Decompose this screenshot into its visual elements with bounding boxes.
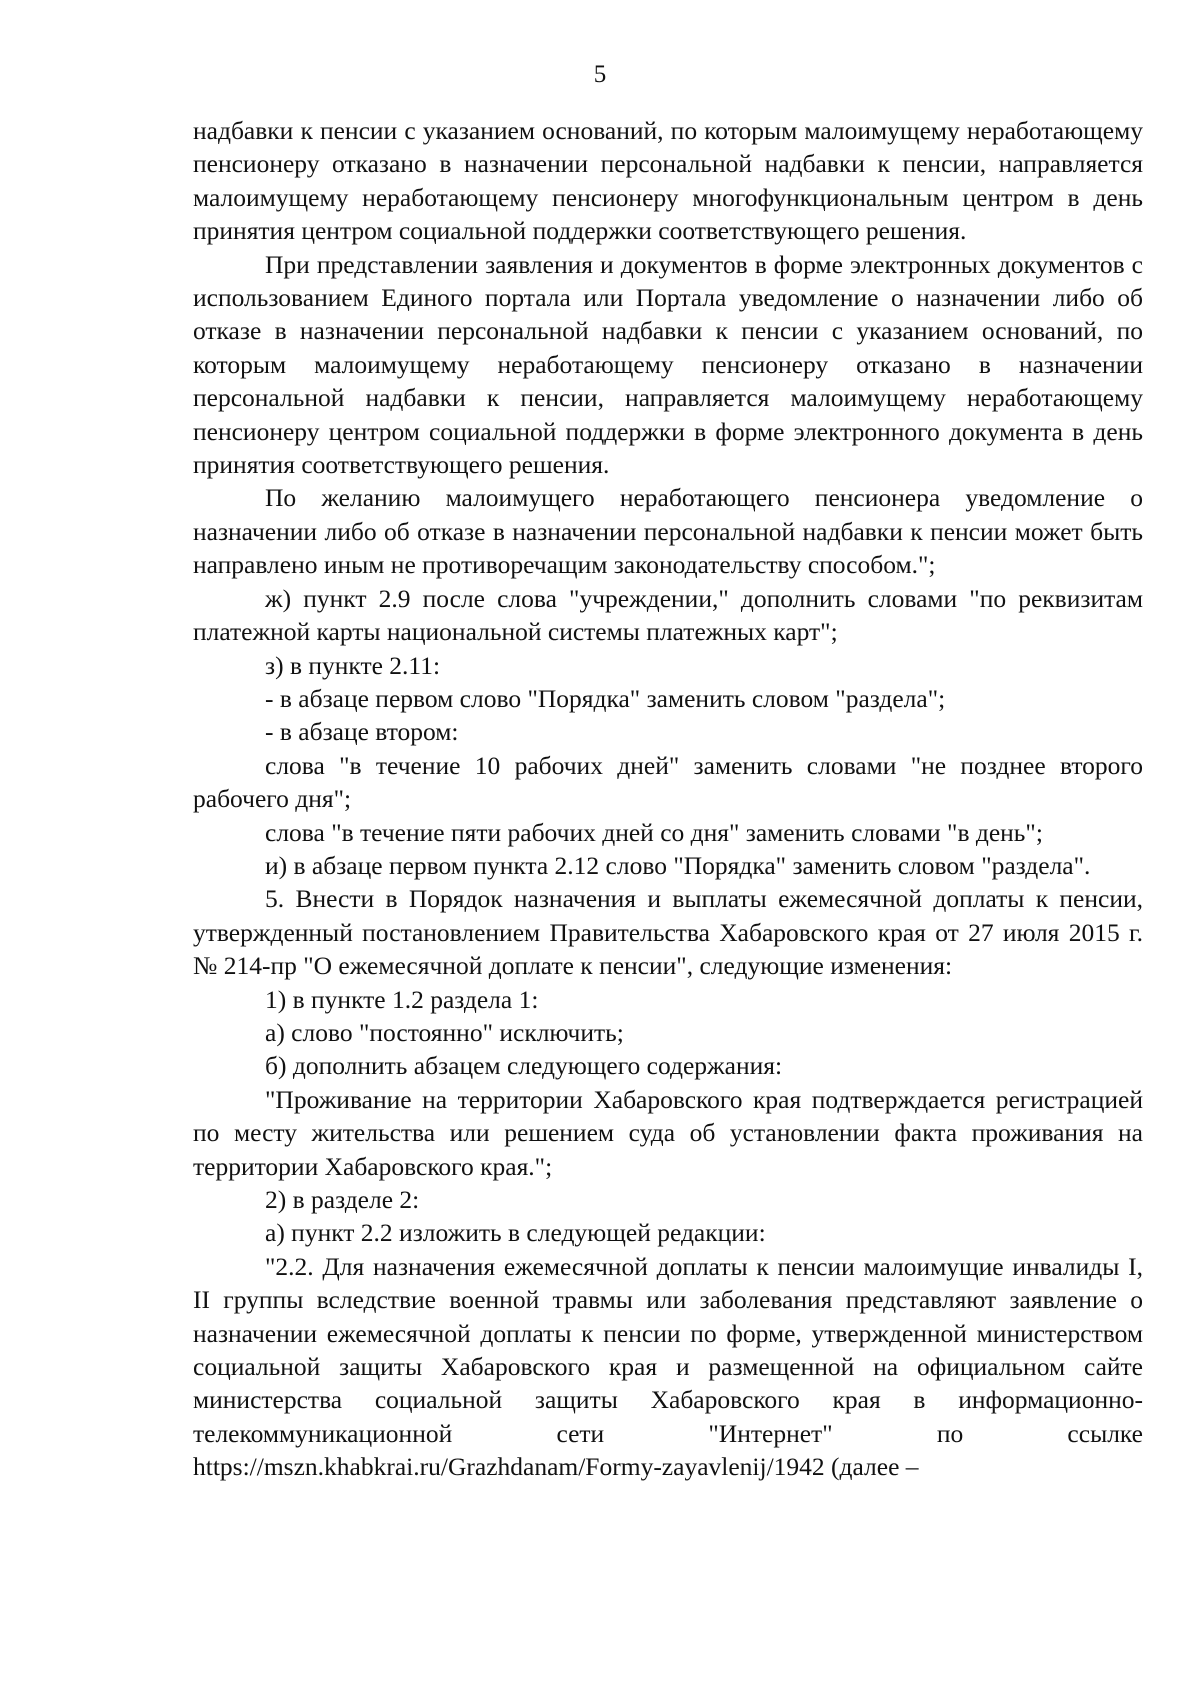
paragraph: "2.2. Для назначения ежемесячной доплаты к пенсии малоимущие инвалиды I, II группы вследствие военной травмы или заболевания представляют заявление о назначении ежемесячной доплаты к пенсии по форме, утвержденной министерством социальной защиты Хабаровского края и размещенной на официальном сайте министерства социальной защиты Хабаровского края в информационно-телекоммуникационной сети "Интернет" по ссылке https://mszn.khabkrai.ru/Grazhdanam/Formy-zayavlenij/1942 (далее – <box>193 1251 1143 1482</box>
paragraph: 5. Внести в Порядок назначения и выплаты ежемесячной доплаты к пенсии, утвержденный постановлением Правительства Хабаровского края от 27 июля 2015 г. № 214-пр "О ежемесячной доплате к пенсии", следующие изменения: <box>193 884 1143 981</box>
document-body <box>193 114 1143 1484</box>
paragraph: и) в абзаце первом пункта 2.12 слово "Порядка" заменить словом "раздела". <box>265 850 1091 880</box>
paragraph: слова "в течение пяти рабочих дней со дня" заменить словами "в день"; <box>265 817 1043 847</box>
paragraph: - в абзаце втором: <box>265 717 459 747</box>
paragraph: "Проживание на территории Хабаровского края подтверждается регистрацией по месту жительства или решением суда об установлении факта проживания на территории Хабаровского края."; <box>193 1084 1143 1181</box>
paragraph: ж) пункт 2.9 после слова "учреждении," дополнить словами "по реквизитам платежной карты национальной системы платежных карт"; <box>193 583 1143 647</box>
paragraph: По желанию малоимущего неработающего пенсионера уведомление о назначении либо об отказе в назначении персональной надбавки к пенсии может быть направлено иным не противоречащим законодательству способом."; <box>193 483 1143 580</box>
paragraph: - в абзаце первом слово "Порядка" заменить словом "раздела"; <box>265 683 946 713</box>
paragraph: а) пункт 2.2 изложить в следующей редакции: <box>265 1218 766 1248</box>
paragraph: При представлении заявления и документов в форме электронных документов с использованием Единого портала или Портала уведомление о назначении либо об отказе в назначении персональной надбавки к пенсии с указанием оснований, по которым малоимущему неработающему пенсионеру отказано в назначении персональной надбавки к пенсии, направляется малоимущему неработающему пенсионеру центром социальной поддержки в форме электронного документа в день принятия соответствующего решения. <box>193 249 1143 480</box>
paragraph: б) дополнить абзацем следующего содержания: <box>265 1051 783 1081</box>
paragraph: 2) в разделе 2: <box>265 1185 420 1214</box>
page-number: 5 <box>593 61 607 88</box>
paragraph: надбавки к пенсии с указанием оснований, по которым малоимущему неработающему пенсионеру отказано в назначении персональной надбавки к пенсии, направляется малоимущему неработающему пенсионеру многофункциональным центром в день принятия центром социальной поддержки соответствующего решения. <box>193 116 1143 246</box>
paragraph: 1) в пункте 1.2 раздела 1: <box>265 984 539 1014</box>
paragraph: з) в пункте 2.11: <box>265 650 441 680</box>
paragraph: слова "в течение 10 рабочих дней" заменить словами "не позднее второго рабочего дня"; <box>193 750 1143 814</box>
paragraph: а) слово "постоянно" исключить; <box>265 1017 624 1047</box>
